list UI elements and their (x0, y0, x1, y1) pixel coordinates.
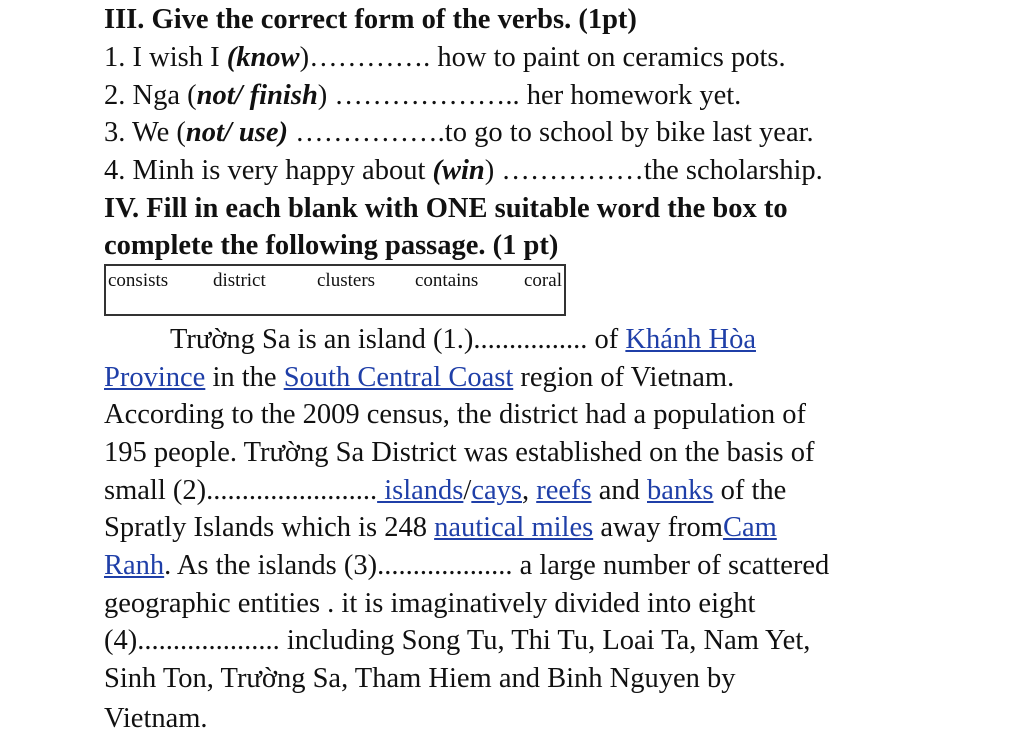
passage-line-2: Province in the South Central Coast region of Vietnam. (104, 362, 735, 393)
word-box-item: clusters (317, 270, 376, 291)
link-ranh[interactable]: Ranh (104, 550, 165, 581)
passage-line-1: Trường Sa is an island (1.)................ of Khánh Hòa (170, 324, 756, 355)
section-3-heading: III. Give the correct form of the verbs. (1pt) (104, 4, 637, 35)
passage-line-3: According to the 2009 census, the district had a population of (104, 399, 807, 430)
word-box-item: contains (415, 270, 479, 291)
question-2: 2. Nga (not/ finish) ……………….. her homework yet. (104, 80, 742, 111)
link-reefs[interactable]: reefs (536, 475, 592, 506)
link-nautical-miles[interactable]: nautical miles (434, 512, 594, 543)
word-box-item: coral (524, 270, 562, 291)
section-4-heading-line-1: IV. Fill in each blank with ONE suitable word the box to (104, 193, 788, 224)
blank: …………… (494, 155, 644, 186)
question-3: 3. We (not/ use) …………….to go to school by bike last year. (104, 117, 814, 148)
blank: ……………….. (327, 80, 527, 111)
word-box-item: consists (108, 270, 169, 291)
passage-line-10: Sinh Ton, Trường Sa, Tham Hiem and Binh Nguyen by (104, 663, 736, 694)
link-khanh-hoa[interactable]: Khánh Hòa (625, 324, 756, 355)
passage-line-11: Vietnam. (104, 703, 208, 734)
passage-line-6: Spratly Islands which is 248 nautical miles away fromCam (104, 512, 777, 543)
section-4-heading-line-2: complete the following passage. (1 pt) (104, 230, 559, 261)
link-cam-ranh[interactable]: Cam (722, 512, 777, 543)
passage-line-5: small (2)........................ islands/cays, reefs and banks of the (104, 475, 787, 506)
passage-line-8: geographic entities . it is imaginatively divided into eight (104, 588, 756, 619)
word-box (104, 264, 566, 316)
question-4: 4. Minh is very happy about (win) ……………the scholarship. (104, 155, 823, 186)
link-banks[interactable]: banks (647, 475, 714, 506)
verb-not-finish: not/ finish (196, 80, 318, 111)
link-province[interactable]: Province (104, 362, 206, 393)
verb-know: (know (226, 42, 300, 73)
word-box-item: district (213, 270, 266, 291)
verb-not-use: not/ use) (185, 117, 289, 148)
link-south-central-coast[interactable]: South Central Coast (283, 362, 514, 393)
blank: …………. (309, 42, 431, 73)
passage-line-9: (4).................... including Song Tu, Thi Tu, Loai Ta, Nam Yet, (104, 625, 811, 656)
link-cays[interactable]: cays (471, 475, 522, 506)
link-islands[interactable]: islands (377, 475, 464, 506)
verb-win: (win (432, 155, 485, 186)
blank: ……………. (288, 117, 445, 148)
question-1: 1. I wish I (know)…………. how to paint on ceramics pots. (104, 42, 786, 73)
passage-line-7: Ranh. As the islands (3)................... a large number of scattered (104, 550, 830, 581)
passage-line-4: 195 people. Trường Sa District was established on the basis of (104, 437, 815, 468)
